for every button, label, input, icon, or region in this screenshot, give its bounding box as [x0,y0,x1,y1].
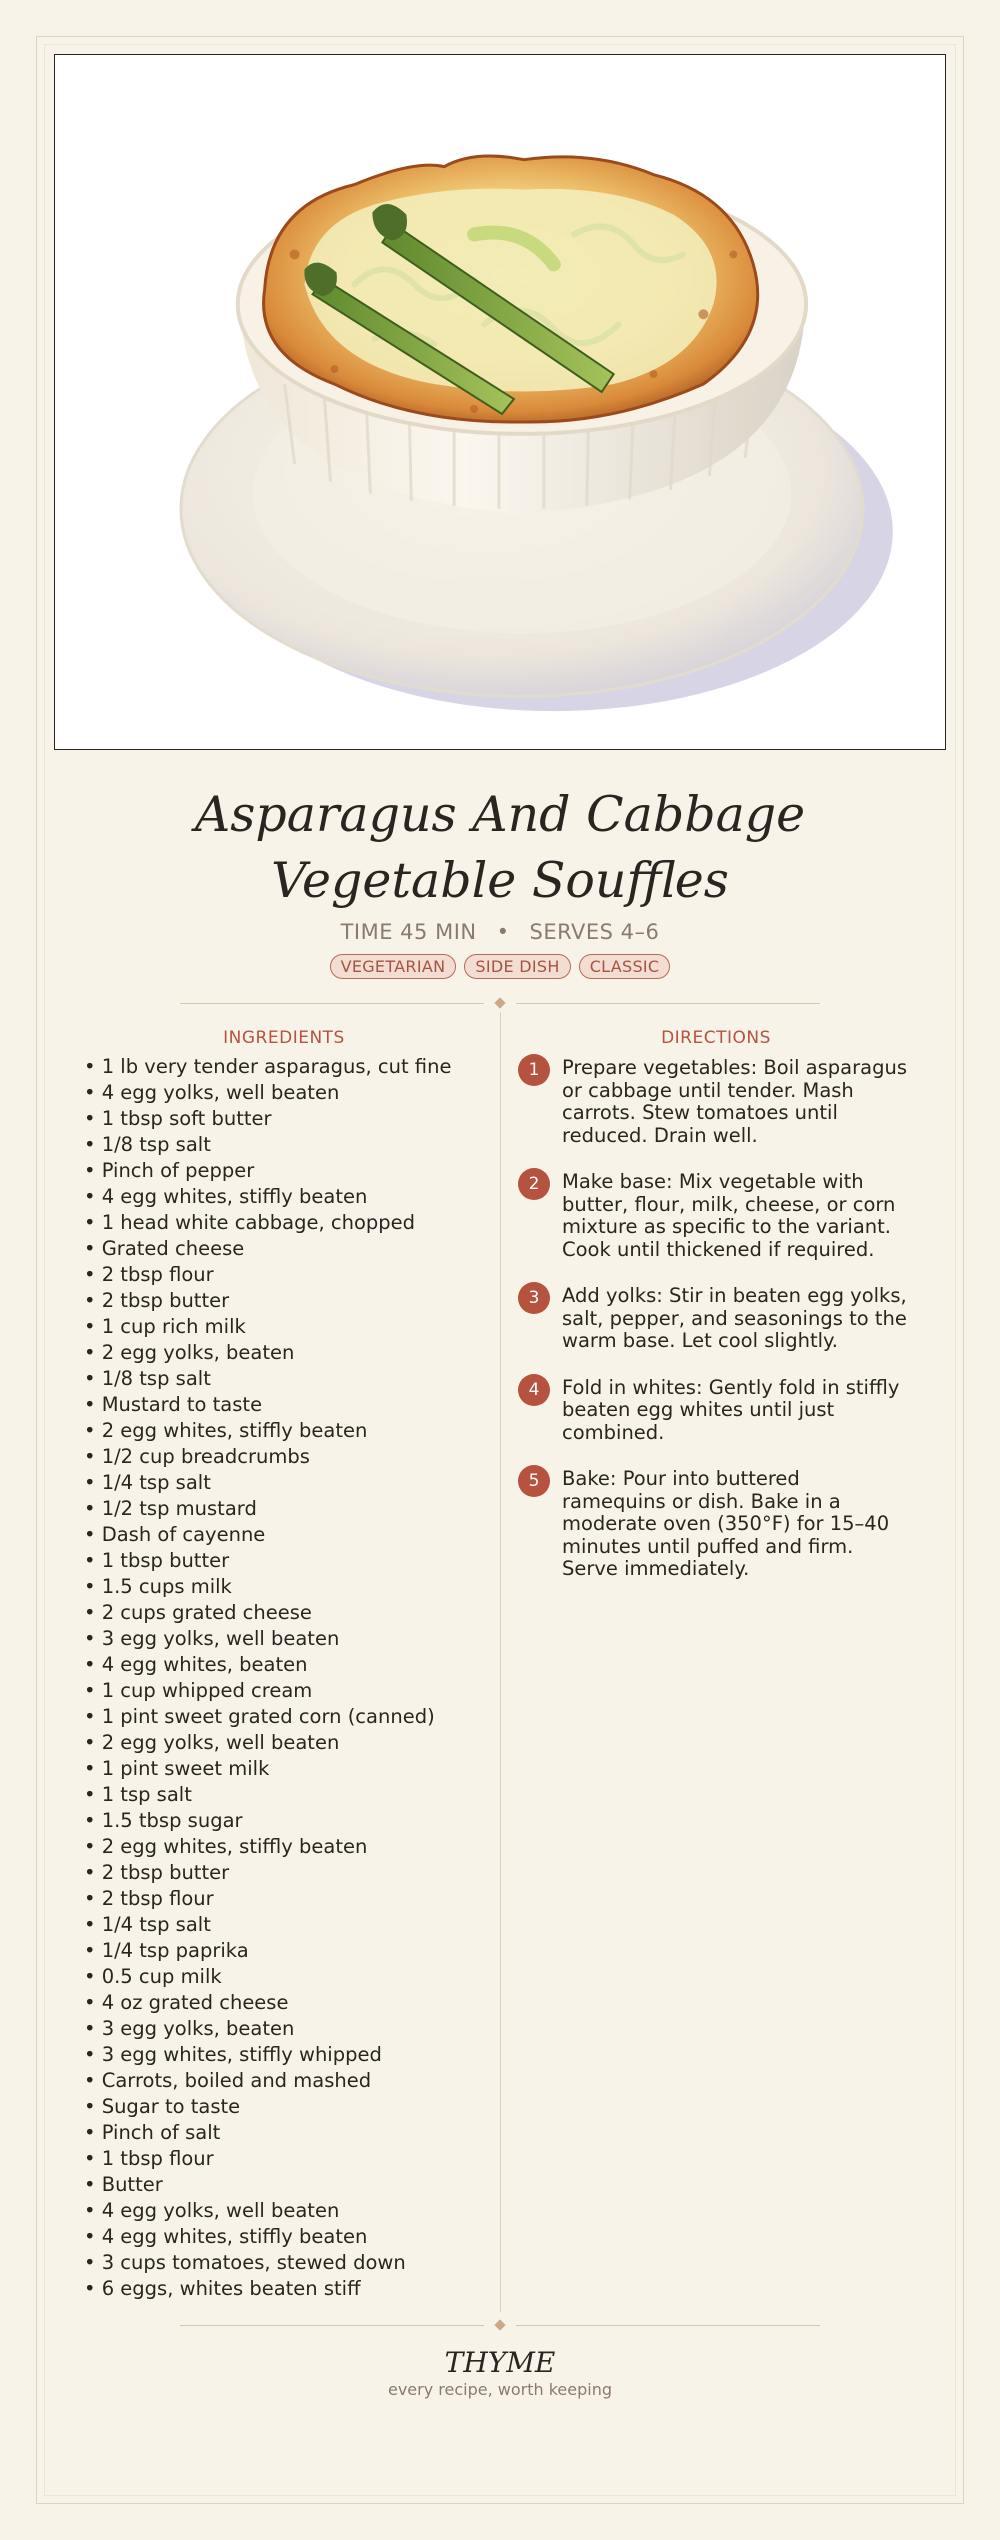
footer-divider-left [180,2325,484,2326]
ingredient-item: • 1.5 cups milk [84,1575,232,1598]
ingredient-item: • 4 egg whites, stiffly beaten [84,2225,368,2248]
step-number-badge: 2 [518,1168,550,1200]
ingredient-item: • 1 cup rich milk [84,1315,246,1338]
ingredient-item: • 4 oz grated cheese [84,1991,289,2014]
divider-right [516,1003,820,1004]
ingredient-item: • 0.5 cup milk [84,1965,222,1988]
ingredient-item: • Grated cheese [84,1237,245,1260]
tag-classic[interactable]: CLASSIC [579,954,671,979]
directions-heading: DIRECTIONS [661,1028,771,1048]
step-text: Make base: Mix vegetable with butter, flour, milk, cheese, or corn mixture as specific to the variant. Cook until thickened if required. [562,1170,896,1261]
ingredient-item: • Mustard to taste [84,1393,263,1416]
ingredient-item: • 1/4 tsp paprika [84,1939,249,1962]
divider-left [180,1003,484,1004]
ingredients-heading: INGREDIENTS [223,1028,345,1048]
ingredient-item: • 2 cups grated cheese [84,1601,312,1624]
ingredient-item: • 4 egg yolks, well beaten [84,1081,340,1104]
ingredient-item: • Sugar to taste [84,2095,241,2118]
ingredient-item: • 2 egg yolks, well beaten [84,1731,340,1754]
brand-tagline: every recipe, worth keeping [387,2380,612,2399]
ingredient-item: • Pinch of pepper [84,1159,255,1182]
step-number-badge: 3 [518,1282,550,1314]
ingredients-list [84,1054,484,2302]
cook-time: TIME 45 MIN [340,920,477,944]
ingredient-item: • 2 tbsp flour [84,1263,214,1286]
ingredient-item: • 2 egg whites, stiffly beaten [84,1835,368,1858]
ingredient-item: • 2 tbsp butter [84,1289,230,1312]
footer-divider-right [516,2325,820,2326]
ingredient-item: • 1/2 cup breadcrumbs [84,1445,310,1468]
direction-step [518,1168,908,1261]
step-number-badge: 4 [518,1374,550,1406]
ingredient-item: • 1 tbsp butter [84,1549,230,1572]
ingredient-item: • 3 cups tomatoes, stewed down [84,2251,406,2274]
ingredient-item: • Butter [84,2173,163,2196]
ingredient-item: • 2 tbsp butter [84,1861,230,1884]
ingredient-item: • Dash of cayenne [84,1523,266,1546]
ingredient-item: • 3 egg yolks, well beaten [84,1627,340,1650]
direction-step [518,1282,908,1353]
tag-side-dish[interactable]: SIDE DISH [464,954,570,979]
ingredient-item: • 6 eggs, whites beaten stiff [84,2277,361,2300]
ingredient-item: • Pinch of salt [84,2121,221,2144]
ingredient-item: • 2 egg whites, stiffly beaten [84,1419,368,1442]
ingredient-item: • 1 pint sweet grated corn (canned) [84,1705,435,1728]
ingredient-item: • 1 tbsp flour [84,2147,214,2170]
step-number-badge: 5 [518,1465,550,1497]
meta-separator: • [496,920,510,944]
ingredient-item: • 3 egg whites, stiffly whipped [84,2043,382,2066]
step-text: Add yolks: Stir in beaten egg yolks, salt, pepper, and seasonings to the warm base. Let cool slightly. [562,1284,907,1352]
direction-step [518,1054,908,1147]
ingredient-item: • Carrots, boiled and mashed [84,2069,372,2092]
recipe-title: Asparagus And Cabbage Vegetable Souffles [194,786,806,909]
brand-name: THYME [444,2346,556,2379]
step-text: Fold in whites: Gently fold in stiffly beaten egg whites until just combined. [562,1375,900,1444]
ingredient-item: • 4 egg yolks, well beaten [84,2199,340,2222]
direction-step [518,1374,908,1445]
recipe-illustration [54,54,946,750]
ingredient-item: • 3 egg yolks, beaten [84,2017,295,2040]
column-divider [500,1012,501,2312]
step-text: Prepare vegetables: Boil asparagus or cabbage until tender. Mash carrots. Stew tomatoes until reduced. Drain well. [562,1056,907,1147]
ingredient-item: • 1/4 tsp salt [84,1913,211,1936]
ingredient-item: • 4 egg whites, stiffly beaten [84,1185,368,1208]
ingredient-item: • 1.5 tbsp sugar [84,1809,243,1832]
ingredient-item: • 1/8 tsp salt [84,1367,211,1390]
ingredient-item: • 1 tsp salt [84,1783,192,1806]
step-number-badge: 1 [518,1054,550,1086]
ingredient-item: • 1 pint sweet milk [84,1757,270,1780]
ingredient-item: • 1 lb very tender asparagus, cut fine [84,1055,452,1078]
recipe-meta [0,920,1000,944]
ingredient-item: • 1/4 tsp salt [84,1471,211,1494]
ingredient-item: • 1/8 tsp salt [84,1133,211,1156]
ingredient-item: • 1 cup whipped cream [84,1679,313,1702]
tag-list [0,954,1000,979]
ingredient-item: • 1 tbsp soft butter [84,1107,272,1130]
ingredient-item: • 1 head white cabbage, chopped [84,1211,416,1234]
step-text: Bake: Pour into buttered ramequins or dish. Bake in a moderate oven (350°F) for 15–40 minutes until puffed and firm. Serve immediately. [562,1467,890,1580]
directions-list [518,1054,908,1602]
tag-vegetarian[interactable]: VEGETARIAN [330,954,457,979]
ingredient-item: • 2 egg yolks, beaten [84,1341,295,1364]
ingredient-item: • 4 egg whites, beaten [84,1653,308,1676]
servings: SERVES 4–6 [529,920,660,944]
ingredient-item: • 2 tbsp flour [84,1887,214,1910]
ingredient-item: • 1/2 tsp mustard [84,1497,257,1520]
direction-step [518,1465,908,1581]
